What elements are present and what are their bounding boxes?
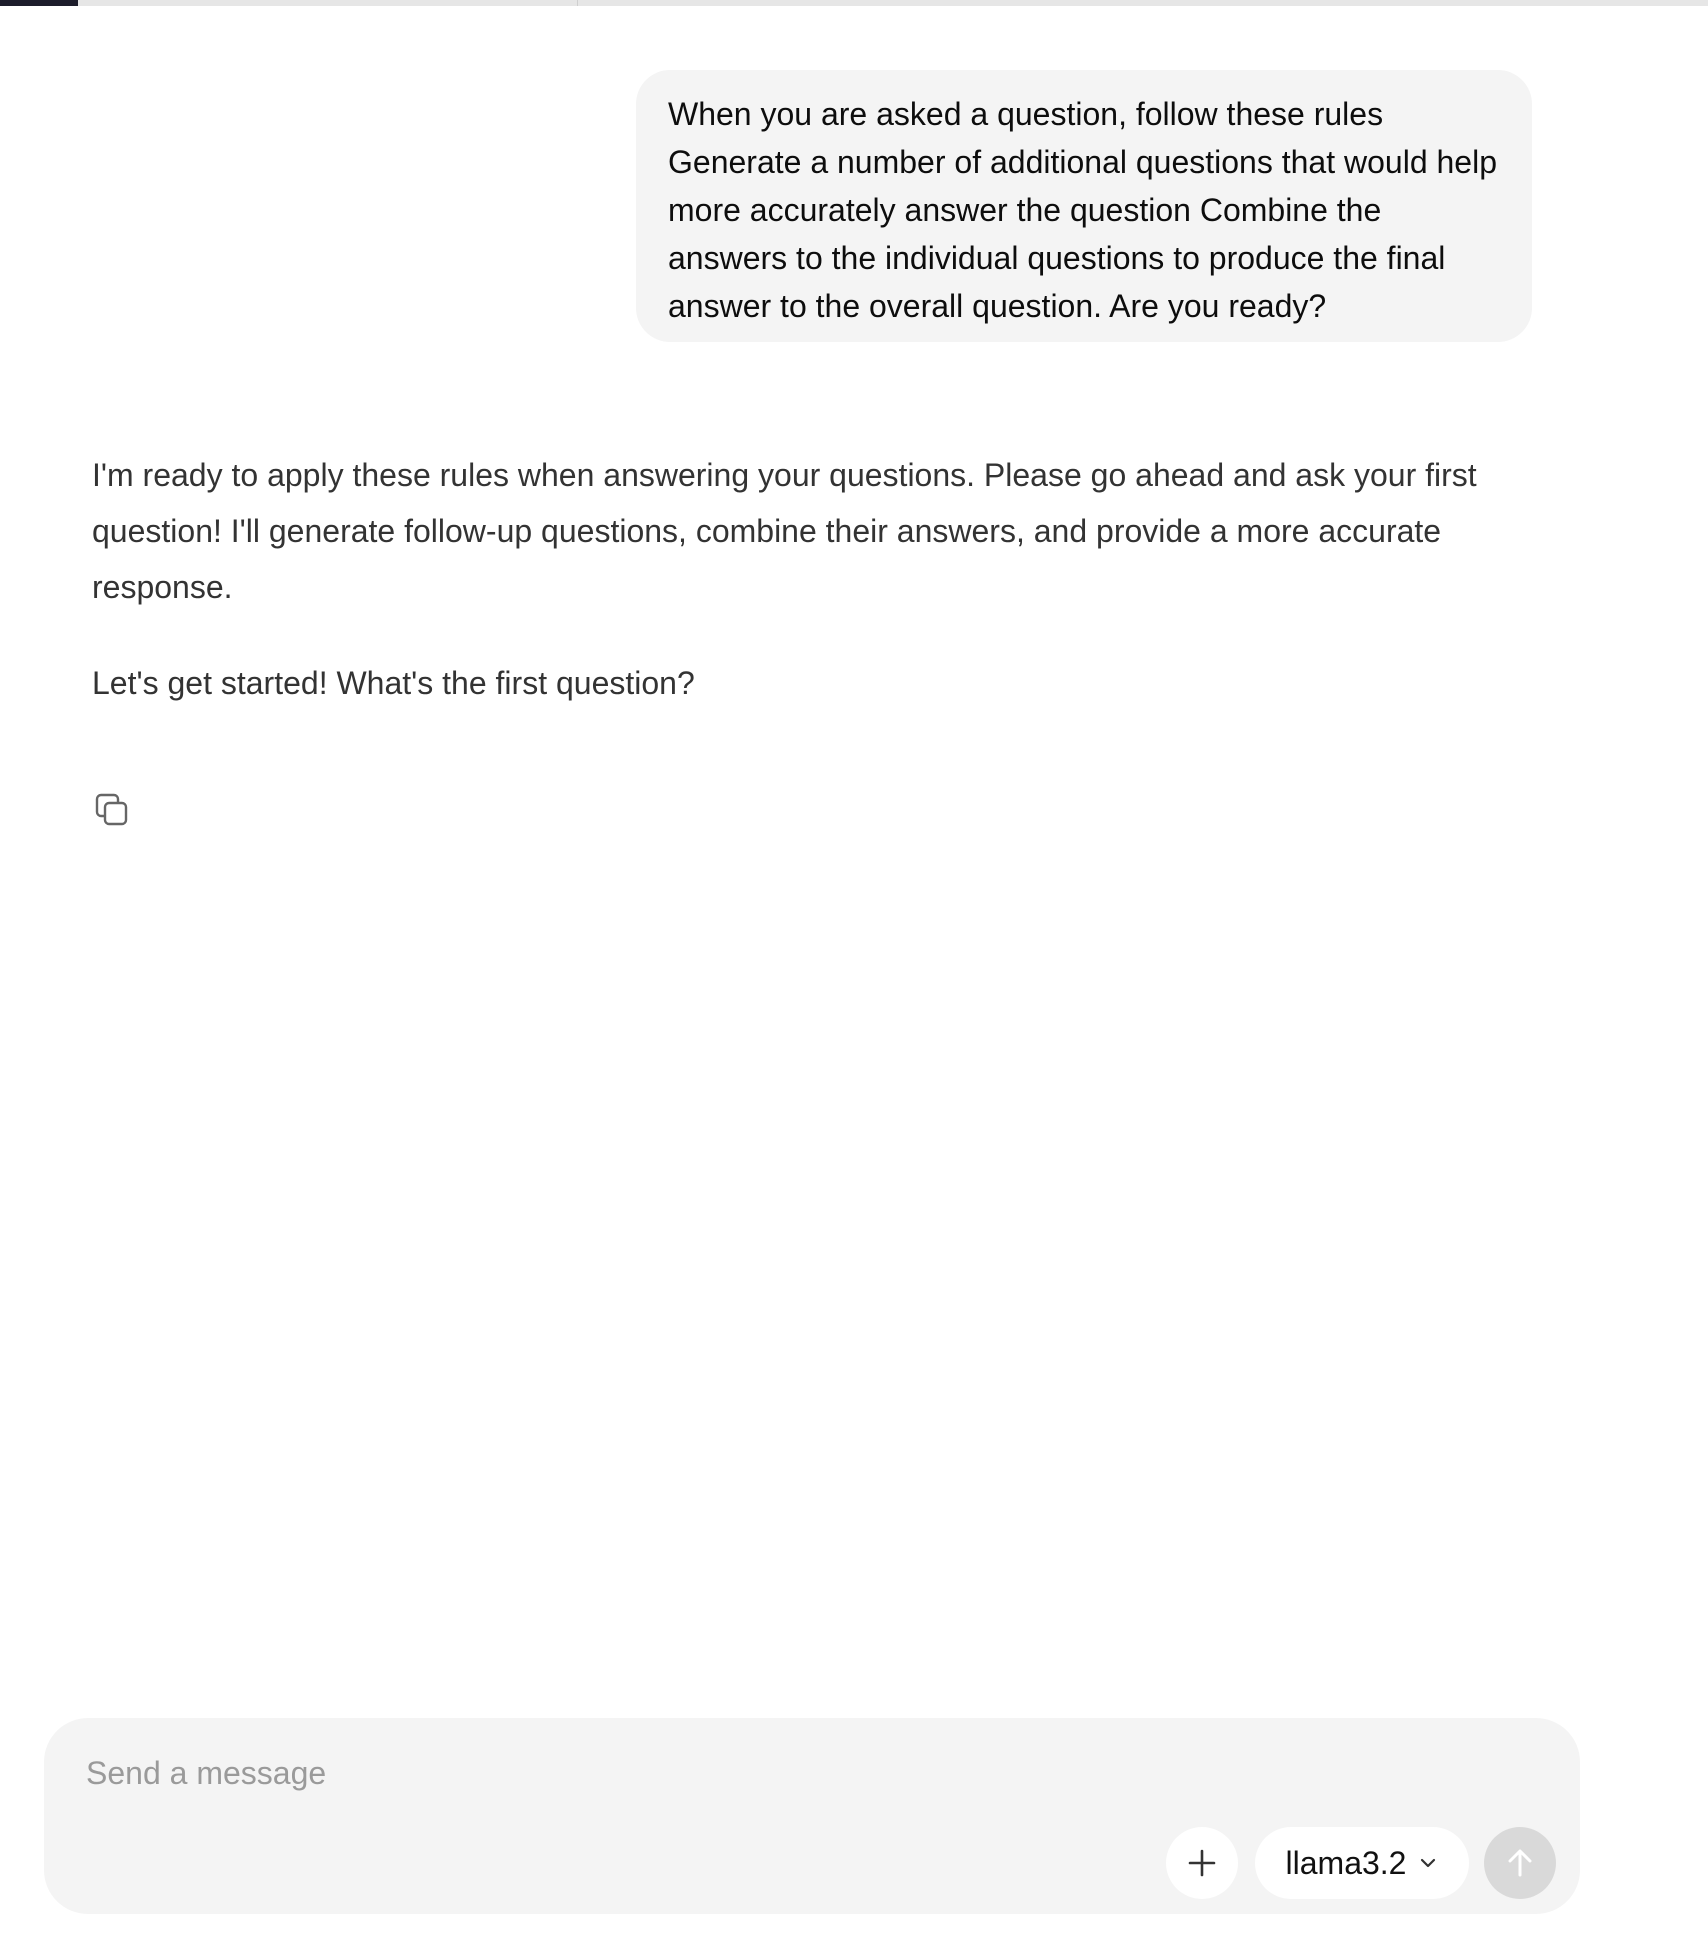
active-tab-indicator bbox=[0, 0, 78, 6]
top-tab-strip bbox=[0, 0, 1708, 6]
assistant-paragraph: I'm ready to apply these rules when answering your questions. Please go ahead and ask your first question! I'll generate follow-up questions, combine their answers, and provide a more accurate response. bbox=[92, 457, 1477, 605]
plus-icon bbox=[1186, 1847, 1218, 1879]
user-message-bubble bbox=[636, 70, 1532, 342]
arrow-up-icon bbox=[1502, 1845, 1538, 1881]
add-attachment-button[interactable] bbox=[1166, 1827, 1238, 1899]
model-selector[interactable] bbox=[1255, 1827, 1469, 1899]
message-composer bbox=[44, 1718, 1580, 1914]
copy-icon bbox=[92, 790, 132, 830]
copy-button[interactable] bbox=[92, 790, 132, 830]
chevron-down-icon bbox=[1418, 1853, 1438, 1873]
assistant-message bbox=[92, 447, 1532, 711]
user-message-text: When you are asked a question, follow these rules Generate a number of additional questions that would help more accurately answer the question Combine the answers to the individual questions to produce the final answer to the overall question. Are you ready? bbox=[668, 96, 1497, 324]
message-input[interactable] bbox=[84, 1742, 1528, 1804]
model-selector-label: llama3.2 bbox=[1285, 1844, 1407, 1881]
send-button[interactable] bbox=[1484, 1827, 1556, 1899]
tab-divider bbox=[577, 0, 578, 6]
assistant-paragraph: Let's get started! What's the first question? bbox=[92, 665, 695, 701]
